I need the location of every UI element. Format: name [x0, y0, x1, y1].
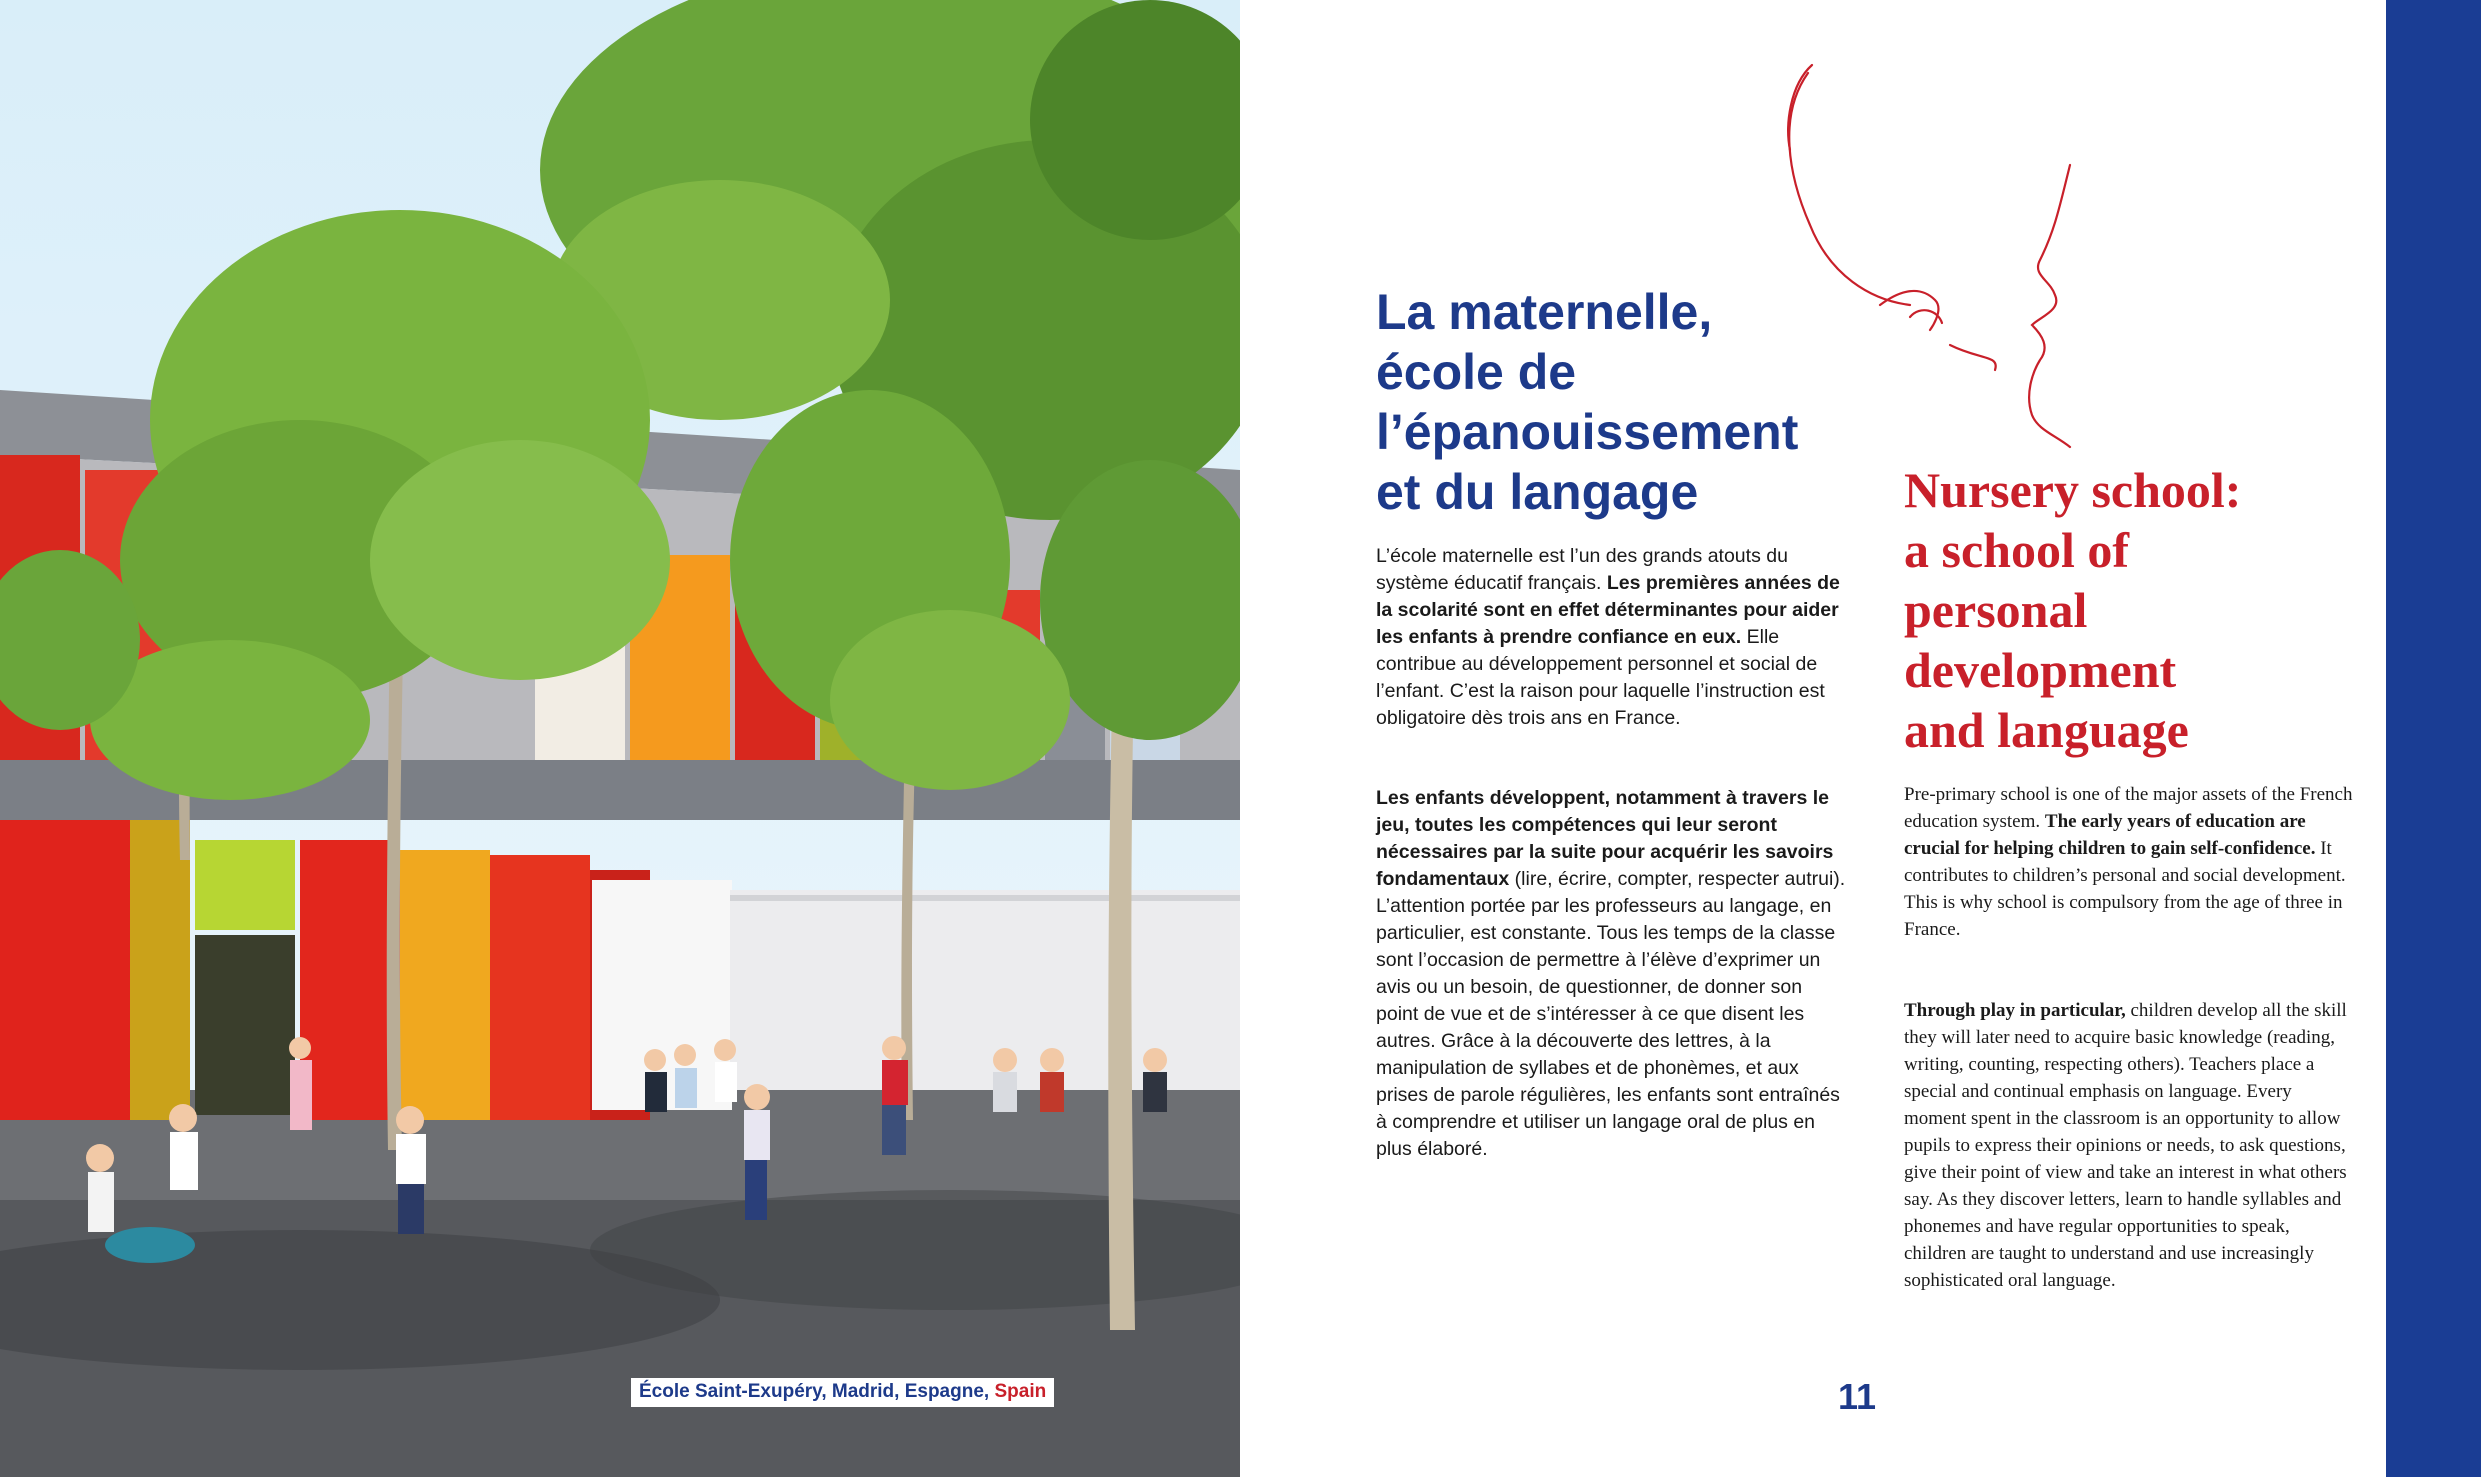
french-title-line: l’épanouissement	[1376, 404, 1799, 460]
english-p2-bold: Through play in particular,	[1904, 1000, 2126, 1021]
english-p1-bold: The early years of education are crucial for helping children to gain self-confidence.	[1904, 811, 2316, 859]
english-paragraph-2	[1904, 997, 2354, 1294]
french-title-line: La maternelle,	[1376, 284, 1713, 340]
english-title-line: a school of	[1904, 522, 2129, 578]
photo-caption	[631, 1378, 1054, 1407]
photo-caption-country: Spain	[994, 1381, 1047, 1402]
school-photo	[0, 0, 1240, 1477]
english-p1-text: Pre-primary school is one of the major assets of the French education system.	[1904, 784, 2353, 832]
french-title	[1376, 282, 1836, 522]
english-title-line: development	[1904, 642, 2177, 698]
english-p2-text: children develop all the skill they will later need to acquire basic knowledge (reading, writing, counting, respecting others). Teachers place a special and continual emphasis on language. Every moment spent in the classroom is an opportunity to allow pupils to express their opinions or needs, to ask questions, give their point of view and take an interest in what others say. As they discover letters, learn to handle syllables and phonemes and have regular opportunities to speak, children are taught to understand and use increasingly sophisticated oral language.	[1904, 1000, 2347, 1291]
english-p1-text-end: It contributes to children’s personal and social development. This is why school is compulsory from the age of three in France.	[1904, 838, 2346, 940]
french-p1-text-end: Elle contribue au développement personnel et social de l’enfant. C’est la raison pour laquelle l’instruction est obligatoire dès trois ans en France.	[1376, 626, 1825, 729]
french-paragraph-1	[1376, 543, 1846, 732]
english-title-line: Nursery school:	[1904, 462, 2242, 518]
page-edge-bar	[2386, 0, 2481, 1477]
french-p1-text: L’école maternelle est l’un des grands atouts du système éducatif français.	[1376, 545, 1788, 594]
page-number: 11	[1838, 1376, 1877, 1417]
french-p1-bold: Les premières années de la scolarité sont en effet déterminantes pour aider les enfants à prendre confiance en eux.	[1376, 572, 1840, 648]
french-title-line: et du langage	[1376, 464, 1699, 520]
english-title	[1904, 460, 2364, 760]
photo-caption-text: École Saint-Exupéry, Madrid, Espagne,	[639, 1381, 990, 1402]
english-title-line: personal	[1904, 582, 2088, 638]
french-title-line: école de	[1376, 344, 1577, 400]
french-p2-text: (lire, écrire, compter, respecter autrui). L’attention portée par les professeurs au langage, en particulier, est constante. Tous les temps de la classe sont l’occasion de permettre à l’élève d’exprimer un avis ou un besoin, de questionner, de donner son point de vue et de s’intéresser à ce que disent les autres. Grâce à la découverte des lettres, à la manipulation de syllabes et de phonèmes, et aux prises de parole régulières, les enfants sont entraînés à comprendre et utiliser un langage oral de plus en plus élaboré.	[1376, 868, 1846, 1160]
english-title-line: and language	[1904, 702, 2189, 758]
schoolyard-illustration	[0, 0, 1240, 1477]
english-paragraph-1	[1904, 781, 2354, 943]
french-paragraph-2	[1376, 785, 1846, 1163]
french-p2-bold: Les enfants développent, notamment à travers le jeu, toutes les compétences qui leur seront nécessaires par la suite pour acquérir les savoirs fondamentaux	[1376, 787, 1834, 890]
